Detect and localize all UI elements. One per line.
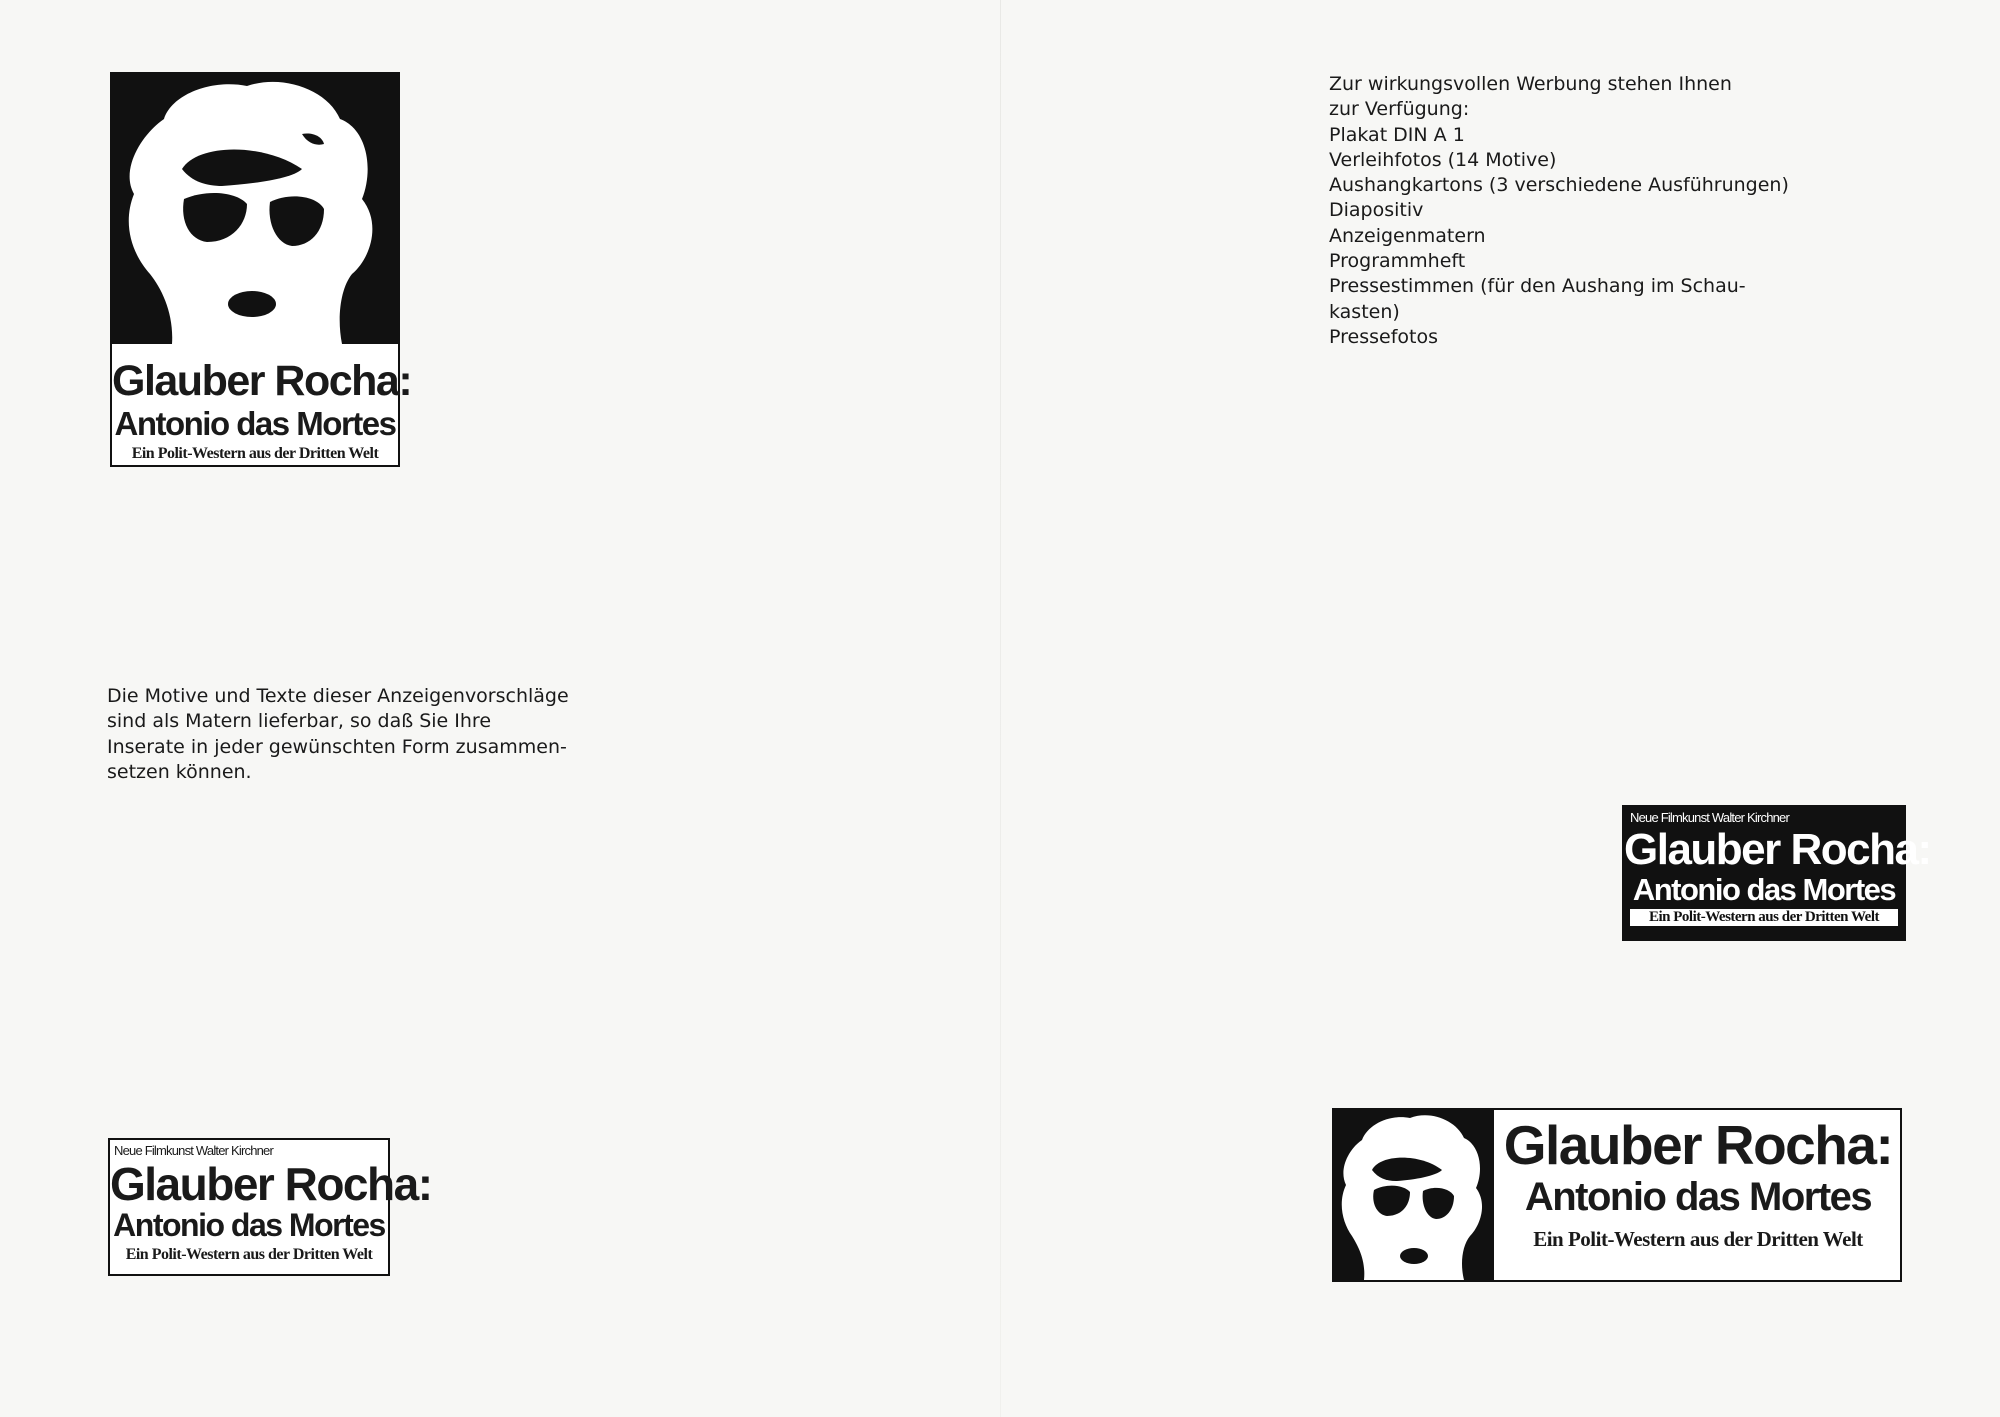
promo-materials-list	[1329, 72, 1789, 350]
list-item: zur Verfügung:	[1329, 98, 1470, 121]
ad-subtitle: Antonio das Mortes	[1632, 872, 1896, 907]
ad-tagline: Ein Polit-Western aus der Dritten Welt	[125, 1246, 373, 1263]
list-item: Anzeigenmatern	[1329, 224, 1486, 247]
ad-subtitle: Antonio das Mortes	[113, 1207, 385, 1243]
face-portrait-graphic	[112, 74, 398, 344]
ad-subtitle: Antonio das Mortes	[1524, 1175, 1872, 1219]
small-text-ad	[108, 1138, 432, 1276]
list-item: Pressestimmen (für den Aushang im Schau-	[1329, 275, 1746, 298]
paragraph-line: Die Motive und Texte dieser Anzeigenvorschläge	[107, 685, 569, 707]
ad-tagline: Ein Polit-Western aus der Dritten Welt	[131, 445, 379, 462]
paragraph-line: Inserate in jeder gewünschten Form zusammen-	[107, 735, 567, 758]
list-item: Verleihfotos (14 Motive)	[1329, 148, 1557, 171]
page-fold	[1000, 0, 1001, 1417]
list-item: Diapositiv	[1329, 199, 1424, 222]
list-item: Pressefotos	[1329, 325, 1438, 348]
ad-title: Glauber Rocha:	[1624, 825, 1931, 874]
paragraph-line: setzen können.	[107, 760, 252, 783]
ad-tagline: Ein Polit-Western aus der Dritten Welt	[1630, 909, 1898, 926]
wide-ad-text	[1496, 1110, 1900, 1280]
list-item: Zur wirkungsvollen Werbung stehen Ihnen	[1329, 73, 1732, 95]
list-item: Programmheft	[1329, 250, 1466, 273]
wide-face-ad	[1332, 1108, 1902, 1282]
ad-subtitle: Antonio das Mortes	[114, 405, 396, 442]
ad-note-paragraph	[107, 684, 569, 785]
face-portrait-graphic	[1334, 1110, 1494, 1280]
inverted-text-ad	[1622, 805, 1931, 941]
ad-publisher: Neue Filmkunst Walter Kirchner	[1630, 810, 1790, 825]
ad-publisher: Neue Filmkunst Walter Kirchner	[114, 1143, 274, 1158]
ad-title: Glauber Rocha:	[1503, 1114, 1893, 1176]
list-item: Aushangkartons (3 verschiedene Ausführungen)	[1329, 174, 1789, 197]
list-item: Plakat DIN A 1	[1329, 123, 1465, 146]
ad-tagline: Ein Polit-Western aus der Dritten Welt	[1533, 1227, 1863, 1251]
list-item: kasten)	[1329, 300, 1400, 323]
ad-title: Glauber Rocha:	[112, 357, 412, 405]
paragraph-line: sind als Matern lieferbar, so daß Sie Ihre	[107, 710, 492, 733]
poster-ad-text	[112, 346, 412, 462]
ad-title: Glauber Rocha:	[110, 1158, 432, 1210]
poster-ad	[110, 72, 412, 467]
